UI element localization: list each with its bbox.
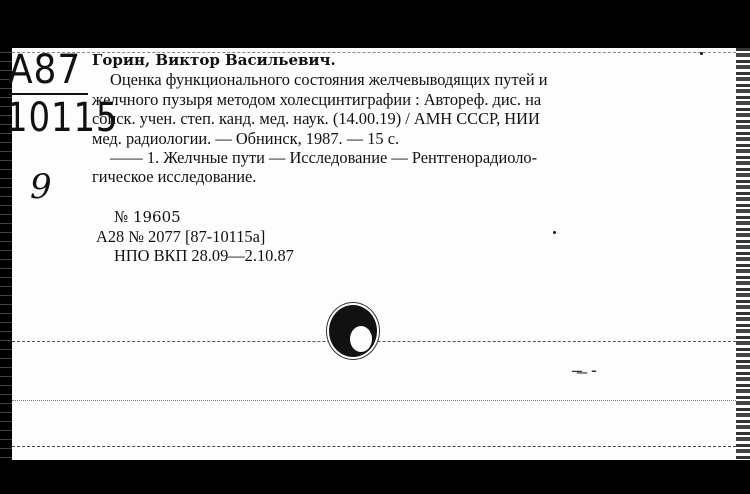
call-number-line1: А87	[8, 47, 82, 93]
entry-title-line: желчного пузыря методом холесцинтиграфии : Автореф. дис. на	[92, 89, 542, 109]
entry-author: Горин, Виктор Васильевич.	[92, 51, 336, 69]
accession-number: А28 № 2077 [87-10115а]	[96, 227, 266, 246]
entry-title-line: соиск. учен. степ. канд. мед. наук. (14.00.19) / АМН СССР, НИИ	[92, 109, 540, 129]
call-number-line2: 10115	[6, 95, 119, 141]
scan-artifact-line	[12, 446, 736, 447]
entry-title-line: Оценка функционального состояния желчевыводящих путей и	[110, 70, 548, 90]
punch-hole-highlight	[350, 326, 372, 352]
bibliographic-entry	[92, 51, 672, 187]
record-number: № 19605	[114, 208, 181, 226]
scan-speck	[553, 231, 556, 234]
scan-artifact-line	[12, 400, 736, 401]
scan-speck	[700, 52, 703, 55]
npo-stamp: НПО ВКП 28.09—2.10.87	[114, 246, 294, 265]
handwritten-mark: 9	[30, 167, 53, 207]
record-info	[96, 208, 294, 265]
entry-title-line: мед. радиологии. — Обнинск, 1987. — 15 с.	[92, 128, 400, 148]
entry-subject-line: —— 1. Желчные пути — Исследование — Рентгенорадиоло-	[110, 148, 538, 168]
pencil-dash-mark: –̶ -	[572, 360, 600, 380]
entry-subject-line: гическое исследование.	[92, 167, 257, 187]
scan-bottom-edge	[0, 460, 750, 494]
scan-right-edge	[736, 48, 750, 460]
